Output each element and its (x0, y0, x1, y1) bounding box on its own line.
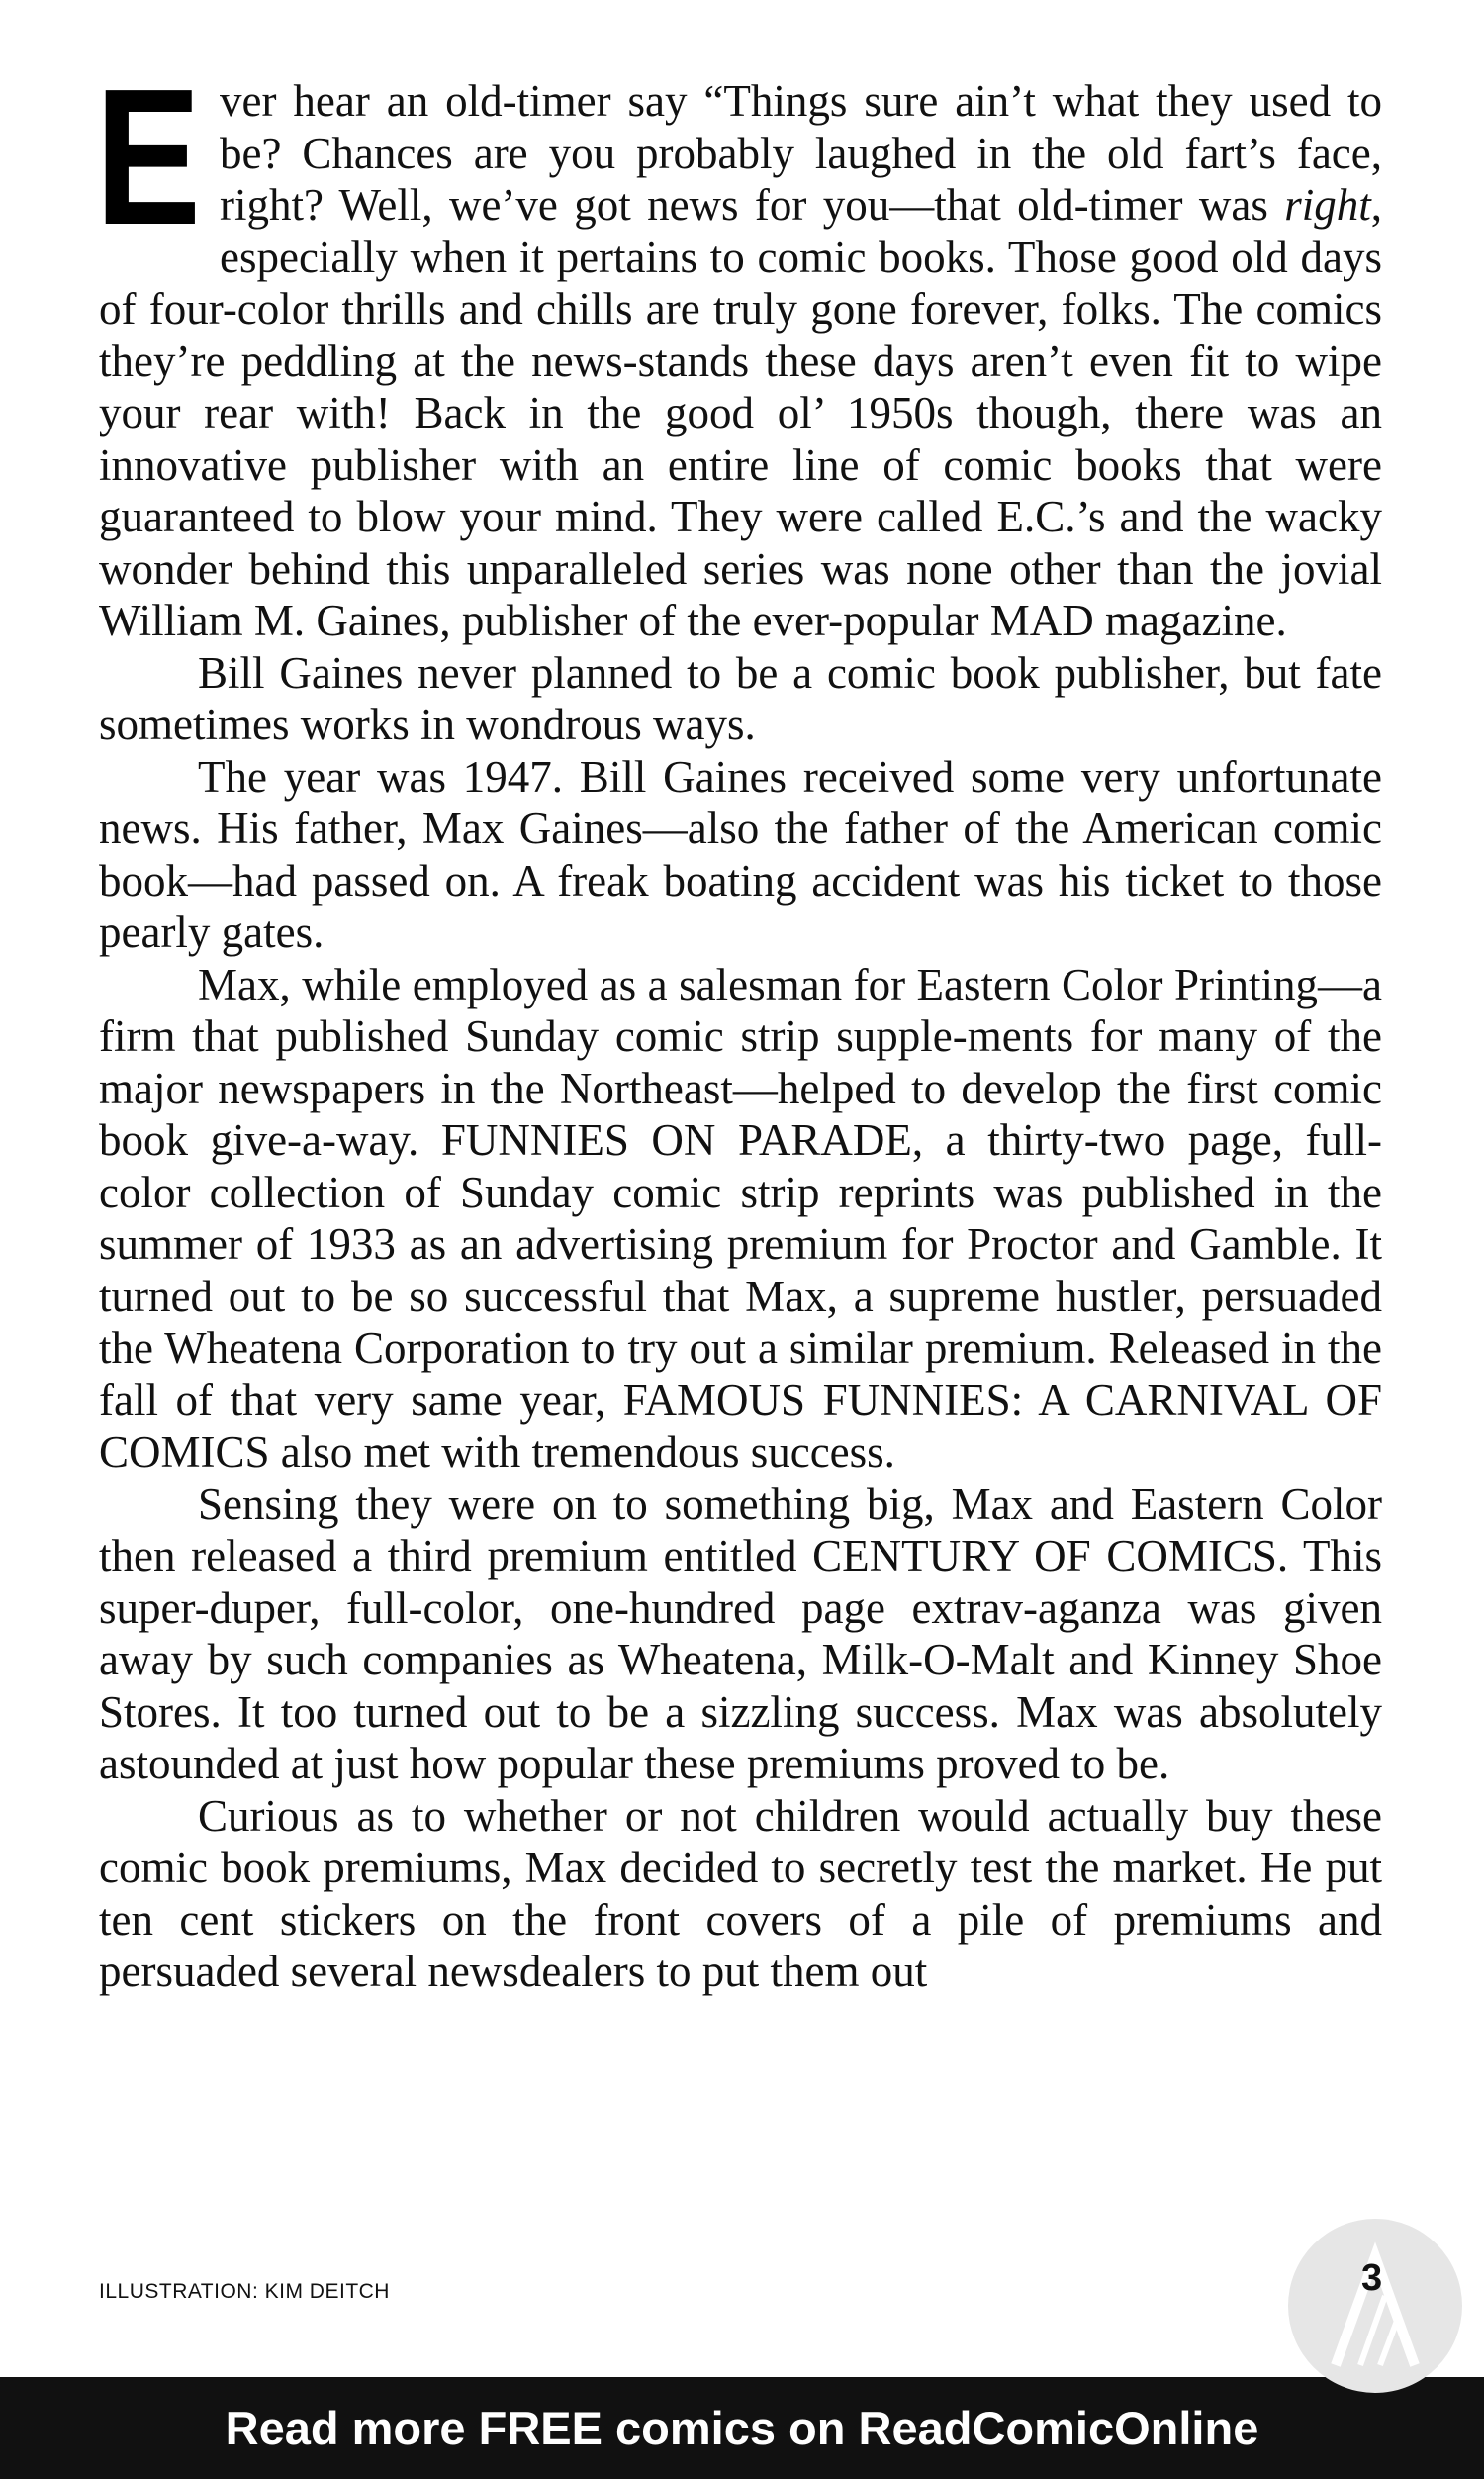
paragraph-4: Max, while employed as a salesman for Eastern Color Printing—a firm that published Sunday comic strip supple-ments for many of the major newspapers in the Northeast—helped to develop the first comic book give-a-way. FUNNIES ON PARADE, a thirty-two page, full-color collection of Sunday comic strip reprints was published in the summer of 1933 as an advertising premium for Proctor and Gamble. It turned out to be so successful that Max, a supreme hustler, persuaded the Wheatena Corporation to try out a similar premium. Released in the fall of that very same year, FAMOUS FUNNIES: A CARNIVAL OF COMICS also met with tremendous success. (99, 959, 1382, 1477)
paragraph-3: The year was 1947. Bill Gaines received some very unfortunate news. His father, Max Gaines—also the father of the American comic book—had passed on. A freak boating accident was his ticket to those pearly gates. (99, 751, 1382, 957)
article-body (95, 48, 1382, 1998)
illustration-credit: ILLUSTRATION: KIM DEITCH (99, 2280, 390, 2303)
paragraph-6: Curious as to whether or not children would actually buy these comic book premiums, Max decided to secretly test the market. He put ten cent stickers on the front covers of a pile of premiums and persuaded several newsdealers to put them out (99, 1790, 1382, 1996)
drop-cap: E (95, 48, 202, 265)
watermark-logo-icon (1286, 2217, 1464, 2395)
page-number: 3 (1361, 2257, 1383, 2299)
promo-banner-text[interactable]: Read more FREE comics on ReadComicOnline (225, 2402, 1259, 2454)
paragraph-1-text-b: , especially when it pertains to comic books. Those good old days of four-color thrills and chills are truly gone forever, folks. The comics they’re peddling at the news-stands these days aren’t even fit to wipe your rear with! Back in the good ol’ 1950s though, there was an innovative publisher with an entire line of comic books that were guaranteed to blow your mind. They were called E.C.’s and the wacky wonder behind this unparalleled series was none other than the jovial William M. Gaines, publisher of the ever-popular MAD magazine. (99, 180, 1382, 645)
paragraph-1 (95, 48, 1382, 647)
paragraph-1-emphasis: right (1284, 180, 1371, 230)
paragraph-1-text-a: ver hear an old-timer say “Things sure ain’t what they used to be? Chances are you probably laughed in the old fart’s face, right? Well, we’ve got news for you—that old-timer was (220, 76, 1382, 230)
paragraph-5: Sensing they were on to something big, Max and Eastern Color then released a third premium entitled CENTURY OF COMICS. This super-duper, full-color, one-hundred page extrav-aganza was given away by such companies as Wheatena, Milk-O-Malt and Kinney Shoe Stores. It too turned out to be a sizzling success. Max was absolutely astounded at just how popular these premiums proved to be. (99, 1478, 1382, 1788)
promo-banner[interactable] (0, 2377, 1484, 2479)
paragraph-2: Bill Gaines never planned to be a comic book publisher, but fate sometimes works in wondrous ways. (99, 647, 1382, 749)
